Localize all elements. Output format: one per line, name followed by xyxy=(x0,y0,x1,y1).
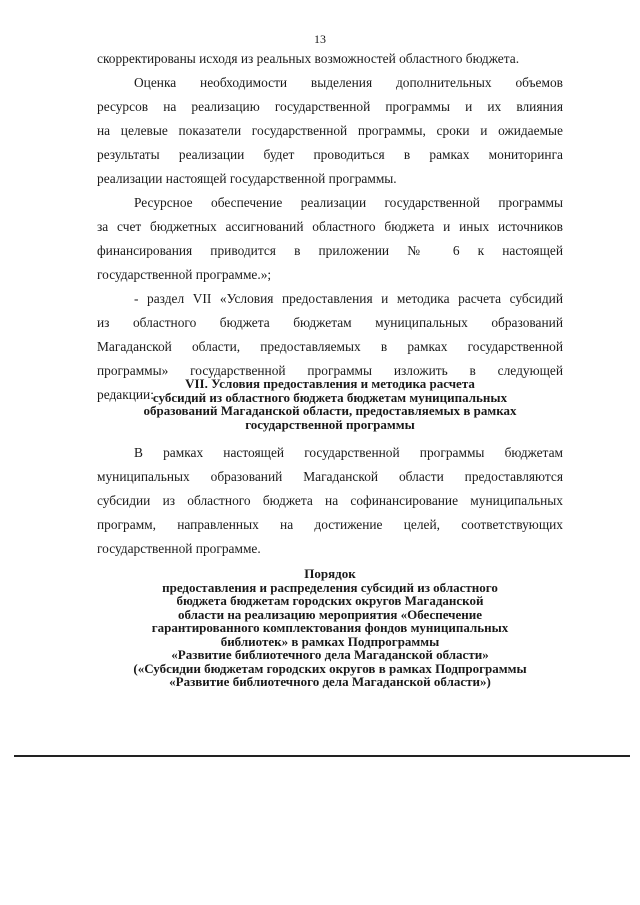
heading-line: («Субсидии бюджетам городских округов в рамках Подпрограммы xyxy=(133,660,527,676)
text-line: редакции: xyxy=(97,387,154,402)
text-line: муниципальных образований Магаданской области предоставляются xyxy=(97,469,563,484)
body-text-block-1 xyxy=(97,47,563,407)
heading-line: субсидий из областного бюджета бюджетам муниципальных xyxy=(152,389,508,405)
order-heading xyxy=(97,567,563,689)
text-line: Ресурсное обеспечение реализации государственной программы xyxy=(134,195,563,210)
text-line: скорректированы исходя из реальных возможностей областного бюджета. xyxy=(97,51,520,66)
body-text-block-2 xyxy=(97,441,563,561)
text-line: Магаданской области, предоставляемых в рамках государственной xyxy=(97,339,563,354)
heading-line: «Развитие библиотечного дела Магаданской области») xyxy=(169,674,491,689)
text-line: результаты реализации будет проводиться в рамках мониторинга xyxy=(97,147,563,162)
heading-line: VII. Условия предоставления и методика расчета xyxy=(185,376,475,391)
heading-line: области на реализацию мероприятия «Обеспечение xyxy=(177,606,483,622)
text-line: за счет бюджетных ассигнований областного бюджета и иных источников xyxy=(97,219,563,234)
text-line: - раздел VII «Условия предоставления и методика расчета субсидий xyxy=(134,291,563,306)
heading-line: образований Магаданской области, предоставляемых в рамках xyxy=(143,403,517,418)
text-line: государственной программе. xyxy=(97,541,261,556)
text-line: на целевые показатели государственной программы, сроки и ожидаемые xyxy=(97,123,563,138)
text-line: ресурсов на реализацию государственной программы и их влияния xyxy=(97,99,563,114)
text-line: программы» государственной программы изложить в следующей xyxy=(97,363,563,378)
text-line: субсидии из областного бюджета на софинансирование муниципальных xyxy=(97,493,563,508)
text-line: государственной программе.»; xyxy=(97,267,272,282)
page-number: 13 xyxy=(314,32,326,46)
text-line: финансирования приводится в приложении № 6 к настоящей xyxy=(97,243,563,258)
scan-edge-rule xyxy=(14,755,630,757)
heading-line: бюджета бюджетам городских округов Магаданской xyxy=(176,593,484,608)
heading-line: предоставления и распределения субсидий из областного xyxy=(162,579,498,595)
heading-line: гарантированного комплектования фондов муниципальных xyxy=(151,620,509,635)
text-line: Оценка необходимости выделения дополнительных объемов xyxy=(134,75,563,90)
heading-line: Порядок xyxy=(304,566,356,581)
heading-line: государственной программы xyxy=(245,416,415,432)
text-line: из областного бюджета бюджетам муниципальных образований xyxy=(97,315,563,330)
text-line: реализации настоящей государственной программы. xyxy=(97,171,397,186)
section-heading xyxy=(97,377,563,431)
text-line: программ, направленных на достижение целей, соответствующих xyxy=(97,517,563,532)
text-line: В рамках настоящей государственной программы бюджетам xyxy=(134,445,563,460)
heading-line: библиотек» в рамках Подпрограммы xyxy=(220,633,440,649)
heading-line: «Развитие библиотечного дела Магаданской области» xyxy=(171,647,489,662)
